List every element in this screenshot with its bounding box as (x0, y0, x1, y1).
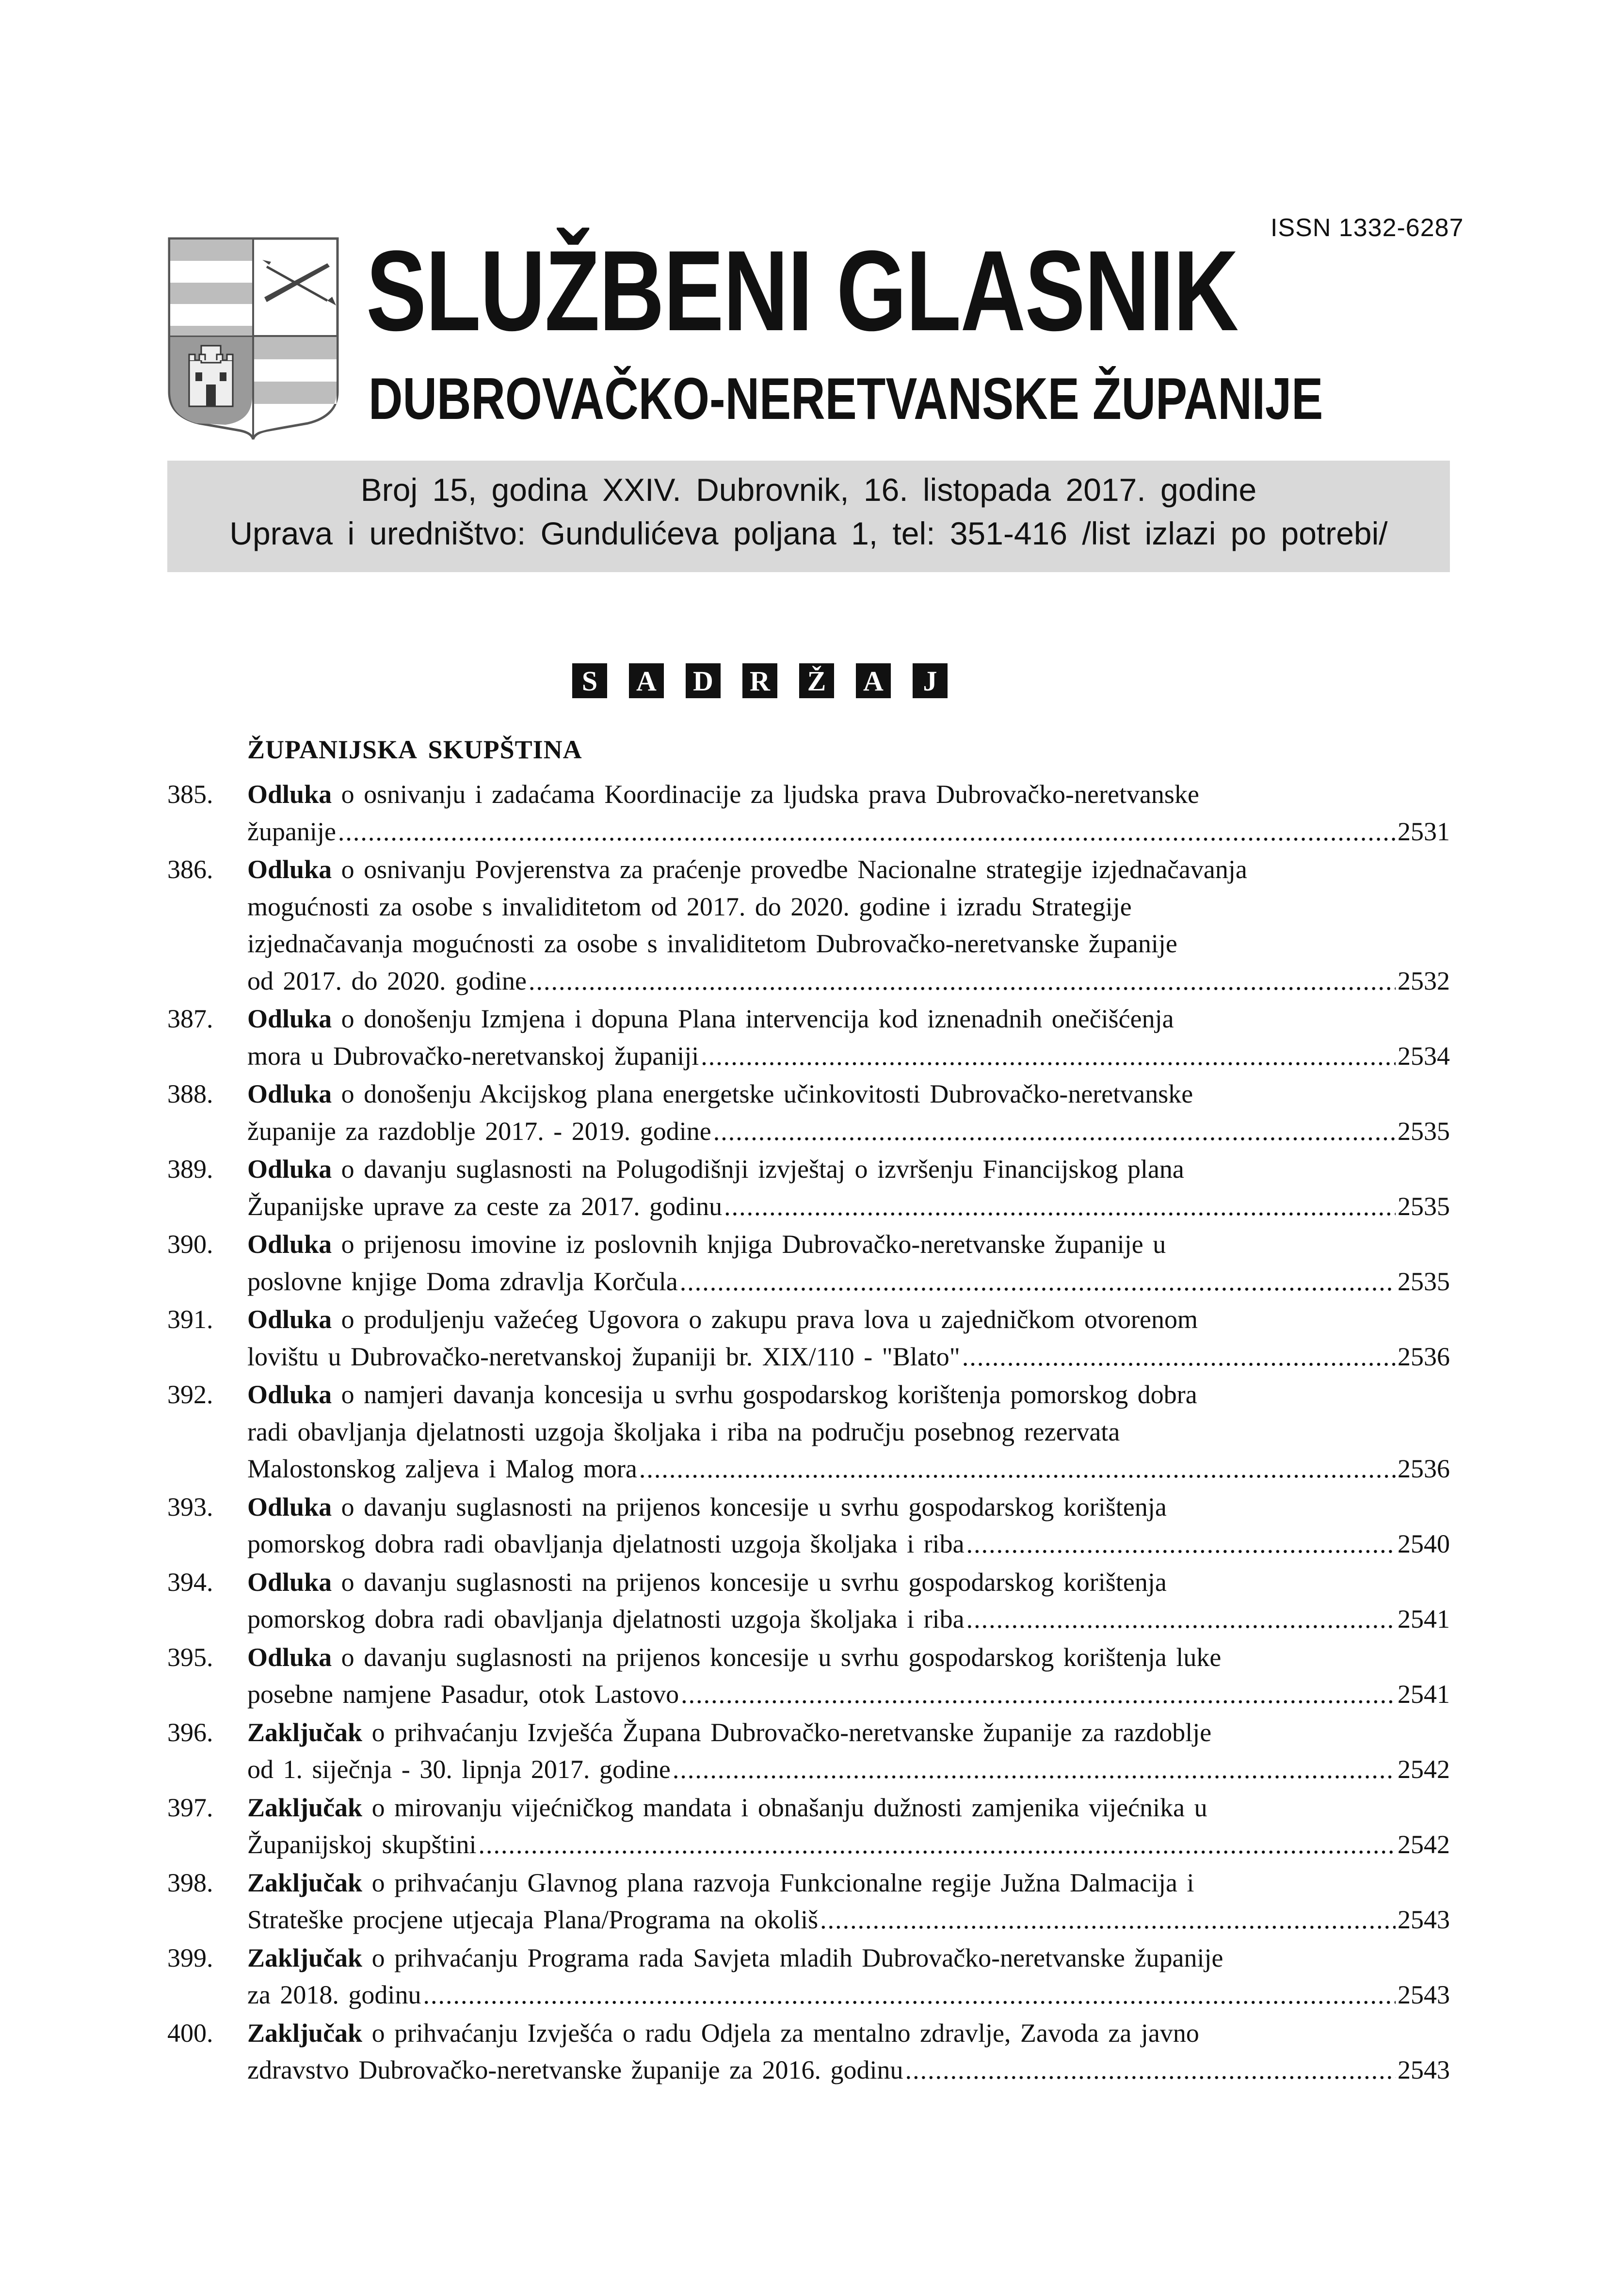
toc-page-number: 2541 (1398, 1680, 1450, 1709)
toc-entry-line (247, 1639, 1450, 1676)
contents-letter: A (856, 663, 891, 698)
toc-entry-number: 391. (167, 1305, 213, 1334)
toc-entry-number: 399. (167, 1943, 213, 1972)
toc-entry-text: posebne namjene Pasadur, otok Lastovo (247, 1680, 679, 1709)
gazette-subtitle: DUBROVAČKO-NERETVANSKE ŽUPANIJE (369, 366, 1323, 432)
toc-entry-text: o prihvaćanju Izvješća Župana Dubrovačko-neretvanske županije za razdoblje (362, 1717, 1212, 1747)
toc-entry[interactable] (167, 1151, 1450, 1225)
toc-entry-type: Odluka (247, 1079, 332, 1108)
toc-entry-line (247, 925, 1450, 962)
issn-number: ISSN 1332-6287 (1270, 214, 1464, 242)
toc-entry-text: o prihvaćanju Glavnog plana razvoja Funkcionalne regije Južna Dalmacija i (362, 1868, 1194, 1897)
toc-entry-type: Odluka (247, 780, 332, 809)
toc-entry-type: Odluka (247, 1380, 332, 1409)
toc-entry-text: od 1. siječnja - 30. lipnja 2017. godine (247, 1755, 671, 1784)
toc-entry[interactable] (167, 1864, 1450, 1939)
toc-entry-text: zdravstvo Dubrovačko-neretvanske županije za 2016. godinu (247, 2055, 903, 2084)
toc-entry-text: o donošenju Akcijskog plana energetske učinkovitosti Dubrovačko-neretvanske (332, 1079, 1193, 1108)
toc-entry-type: Zaključak (247, 1868, 363, 1897)
toc-entry[interactable] (167, 1075, 1450, 1150)
toc-entry-text: Županijske uprave za ceste za 2017. godinu (247, 1191, 723, 1221)
toc-entry-text: radi obavljanja djelatnosti uzgoja školjaka i riba na području posebnog rezervata (247, 1417, 1120, 1446)
toc-entry-last-line (247, 1676, 1450, 1713)
toc-page-number: 2535 (1398, 1266, 1450, 1296)
toc-entry-last-line (247, 813, 1450, 850)
toc-entry-number: 394. (167, 1567, 213, 1597)
toc-leader-dots (529, 962, 1396, 1000)
toc-entry-line (247, 888, 1450, 926)
toc-entry-line (247, 1151, 1450, 1188)
toc-leader-dots (680, 1263, 1396, 1300)
toc-page-number: 2540 (1398, 1529, 1450, 1558)
toc-entry[interactable] (167, 1714, 1450, 1788)
toc-entry-number: 385. (167, 780, 213, 809)
toc-entry-last-line (247, 1751, 1450, 1788)
toc-entry-text: županije za razdoblje 2017. - 2019. godine (247, 1116, 711, 1146)
toc-entry-line (247, 1714, 1450, 1751)
toc-entry-number: 389. (167, 1154, 213, 1184)
toc-entry-last-line (247, 962, 1450, 1000)
toc-entry-number: 392. (167, 1380, 213, 1409)
toc-entry[interactable] (167, 776, 1450, 850)
toc-page-number: 2536 (1398, 1454, 1450, 1483)
toc-entry-last-line (247, 1976, 1450, 2014)
toc-leader-dots (724, 1188, 1396, 1225)
toc-entry-text: o namjeri davanja koncesija u svrhu gospodarskog korištenja pomorskog dobra (332, 1380, 1197, 1409)
toc-page-number: 2543 (1398, 2055, 1450, 2084)
toc-leader-dots (713, 1113, 1396, 1150)
toc-page-number: 2534 (1398, 1041, 1450, 1071)
toc-entry-text: za 2018. godinu (247, 1980, 421, 2009)
toc-page-number: 2531 (1398, 817, 1450, 846)
toc-entry-text: o prihvaćanju Programa rada Savjeta mladih Dubrovačko-neretvanske županije (362, 1943, 1223, 1972)
toc-page-number: 2543 (1398, 1905, 1450, 1934)
toc-entry-last-line (247, 1450, 1450, 1488)
toc-entry[interactable] (167, 1789, 1450, 1863)
toc-entry-last-line (247, 1826, 1450, 1863)
toc-leader-dots (905, 2051, 1396, 2089)
toc-entry-line (247, 1000, 1450, 1038)
toc-leader-dots (423, 1976, 1396, 2014)
toc-entry-number: 393. (167, 1492, 213, 1522)
toc-entry-line (247, 1301, 1450, 1338)
toc-page-number: 2535 (1398, 1191, 1450, 1221)
toc-entry-line (247, 1413, 1450, 1451)
toc-entry[interactable] (167, 851, 1450, 999)
toc-entry-text: o davanju suglasnosti na Polugodišnji izvještaj o izvršenju Financijskog plana (332, 1154, 1184, 1184)
toc-leader-dots (962, 1338, 1396, 1376)
toc-entry-type: Zaključak (247, 1793, 363, 1822)
toc-entry-line (247, 1564, 1450, 1601)
toc-page-number: 2542 (1398, 1830, 1450, 1859)
toc-leader-dots (966, 1601, 1396, 1638)
toc-entry-type: Odluka (247, 1642, 332, 1672)
toc-entry-last-line (247, 1601, 1450, 1638)
toc-entry-text: pomorskog dobra radi obavljanja djelatnosti uzgoja školjaka i riba (247, 1529, 965, 1558)
toc-entry-text: mogućnosti za osobe s invaliditetom od 2017. do 2020. godine i izradu Strategije (247, 892, 1132, 921)
toc-entry-type: Odluka (247, 1567, 332, 1597)
toc-entry-type: Odluka (247, 1004, 332, 1033)
toc-entry[interactable] (167, 1376, 1450, 1488)
toc-entry-last-line (247, 1338, 1450, 1376)
toc-entry-number: 396. (167, 1717, 213, 1747)
toc-entry-number: 398. (167, 1868, 213, 1897)
toc-leader-dots (673, 1751, 1396, 1788)
toc-entry-line (247, 2015, 1450, 2052)
toc-entry-line (247, 1226, 1450, 1263)
issue-info-band (167, 461, 1450, 572)
toc-entry-last-line (247, 1901, 1450, 1939)
toc-leader-dots (701, 1038, 1396, 1075)
toc-entry[interactable] (167, 1564, 1450, 1638)
toc-entry-text: županije (247, 817, 336, 846)
admin-line: Uprava i uredništvo: Gundulićeva poljana 1, tel: 351-416 /list izlazi po potrebi/ (229, 515, 1388, 551)
toc-entry-text: o donošenju Izmjena i dopuna Plana intervencija kod iznenadnih onečišćenja (332, 1004, 1174, 1033)
toc-entry-text: Strateške procjene utjecaja Plana/Programa na okoliš (247, 1905, 819, 1934)
toc-entry-type: Odluka (247, 1492, 332, 1522)
issue-line: Broj 15, godina XXIV. Dubrovnik, 16. listopada 2017. godine (360, 472, 1257, 508)
toc-entry-line (247, 1789, 1450, 1826)
toc-entry-text: izjednačavanja mogućnosti za osobe s invaliditetom Dubrovačko-neretvanske županije (247, 929, 1177, 958)
toc-entry-last-line (247, 1038, 1450, 1075)
toc-entry[interactable] (167, 1301, 1450, 1375)
toc-entry-text: o prihvaćanju Izvješća o radu Odjela za mentalno zdravlje, Zavoda za javno (362, 2018, 1199, 2048)
toc-entry-text: od 2017. do 2020. godine (247, 966, 527, 995)
toc-entry-type: Odluka (247, 855, 332, 884)
toc-leader-dots (966, 1525, 1396, 1563)
toc-entry-number: 388. (167, 1079, 213, 1108)
toc-entry[interactable] (167, 1226, 1450, 1300)
toc-entry-last-line (247, 1263, 1450, 1300)
toc-entry-text: o davanju suglasnosti na prijenos koncesije u svrhu gospodarskog korištenja luke (332, 1642, 1222, 1672)
toc-entry[interactable] (167, 1639, 1450, 1713)
toc-entry[interactable] (167, 2015, 1450, 2089)
toc-entry-line (247, 1864, 1450, 1902)
toc-entry-text: poslovne knjige Doma zdravlja Korčula (247, 1266, 678, 1296)
toc-entry[interactable] (167, 1489, 1450, 1563)
section-title: ŽUPANIJSKA SKUPŠTINA (247, 735, 582, 764)
toc-entry-last-line (247, 2051, 1450, 2089)
toc-entry-last-line (247, 1525, 1450, 1563)
toc-entry-line (247, 1075, 1450, 1113)
contents-letter: D (686, 663, 721, 698)
toc-entry-line (247, 1376, 1450, 1413)
toc-entry-line (247, 776, 1450, 813)
contents-letter: R (742, 663, 777, 698)
toc-entry-text: o prijenosu imovine iz poslovnih knjiga Dubrovačko-neretvanske županije u (332, 1230, 1166, 1259)
toc-entry-type: Odluka (247, 1305, 332, 1334)
toc-entry[interactable] (167, 1939, 1450, 2014)
toc-page-number: 2532 (1398, 966, 1450, 995)
toc-entry-text: mora u Dubrovačko-neretvanskoj županiji (247, 1041, 699, 1071)
toc-page-number: 2536 (1398, 1342, 1450, 1371)
toc-leader-dots (681, 1676, 1396, 1713)
toc-entry-text: Malostonskog zaljeva i Malog mora (247, 1454, 637, 1483)
contents-letter: Ž (799, 663, 834, 698)
contents-letter: J (913, 663, 948, 698)
toc-entry-type: Zaključak (247, 2018, 363, 2048)
toc-entry-type: Zaključak (247, 1943, 363, 1972)
toc-leader-dots (479, 1826, 1396, 1863)
toc-entry-text: o produljenju važećeg Ugovora o zakupu prava lova u zajedničkom otvorenom (332, 1305, 1198, 1334)
toc-entry-type: Zaključak (247, 1717, 363, 1747)
toc-leader-dots (338, 813, 1396, 850)
toc-entry-number: 397. (167, 1793, 213, 1822)
toc-entry-text: o davanju suglasnosti na prijenos koncesije u svrhu gospodarskog korištenja (332, 1492, 1167, 1522)
toc-entry-number: 400. (167, 2018, 213, 2048)
toc-entry-text: o osnivanju i zadaćama Koordinacije za ljudska prava Dubrovačko-neretvanske (332, 780, 1199, 809)
toc-leader-dots (820, 1901, 1396, 1939)
toc-page-number: 2543 (1398, 1980, 1450, 2009)
toc-page-number: 2542 (1398, 1755, 1450, 1784)
county-coat-of-arms-icon (167, 237, 339, 440)
toc-entry-line (247, 1939, 1450, 1977)
toc-entry[interactable] (167, 1000, 1450, 1074)
contents-heading (572, 663, 948, 698)
toc-entry-line (247, 1489, 1450, 1526)
toc-entry-number: 387. (167, 1004, 213, 1033)
toc-entry-type: Odluka (247, 1230, 332, 1259)
toc-entry-text: o osnivanju Povjerenstva za praćenje provedbe Nacionalne strategije izjednačavanja (332, 855, 1247, 884)
toc-entry-text: Županijskoj skupštini (247, 1830, 477, 1859)
table-of-contents (167, 776, 1450, 2090)
toc-page-number: 2535 (1398, 1116, 1450, 1146)
toc-entry-text: pomorskog dobra radi obavljanja djelatnosti uzgoja školjaka i riba (247, 1604, 965, 1634)
contents-letter: A (629, 663, 664, 698)
toc-page-number: 2541 (1398, 1604, 1450, 1634)
toc-leader-dots (639, 1450, 1396, 1488)
toc-entry-last-line (247, 1188, 1450, 1225)
gazette-title: SLUŽBENI GLASNIK (366, 227, 1238, 355)
contents-letter: S (572, 663, 607, 698)
toc-entry-number: 390. (167, 1230, 213, 1259)
toc-entry-text: lovištu u Dubrovačko-neretvanskoj županiji br. XIX/110 - "Blato" (247, 1342, 960, 1371)
toc-entry-line (247, 851, 1450, 888)
toc-entry-number: 395. (167, 1642, 213, 1672)
toc-entry-type: Odluka (247, 1154, 332, 1184)
toc-entry-text: o mirovanju vijećničkog mandata i obnašanju dužnosti zamjenika vijećnika u (362, 1793, 1207, 1822)
toc-entry-last-line (247, 1113, 1450, 1150)
toc-entry-number: 386. (167, 855, 213, 884)
toc-entry-text: o davanju suglasnosti na prijenos koncesije u svrhu gospodarskog korištenja (332, 1567, 1167, 1597)
